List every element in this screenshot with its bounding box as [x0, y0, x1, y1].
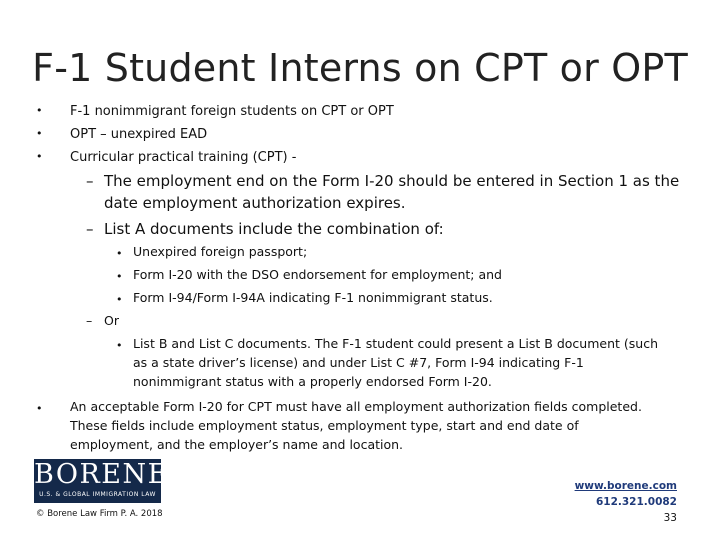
- dash-glyph: –: [86, 172, 94, 190]
- or-label: Or: [104, 313, 119, 328]
- bullet-text-line: These fields include employment status, employment type, start and end date of: [70, 418, 579, 433]
- copyright-notice: © Borene Law Firm P. A. 2018: [36, 509, 163, 519]
- logo-tagline: U.S. & GLOBAL IMMIGRATION LAW: [39, 491, 156, 498]
- list-bc-line: nonimmigrant status with a properly endorsed Form I-20.: [133, 374, 492, 389]
- website-link[interactable]: www.borene.com: [574, 480, 677, 492]
- slide-title: F-1 Student Interns on CPT or OPT: [32, 46, 688, 90]
- dash-glyph: –: [86, 220, 94, 238]
- bullet-glyph: •: [116, 339, 123, 352]
- borene-logo: [34, 459, 169, 503]
- bullet-glyph: •: [116, 293, 123, 306]
- sub-text-line: date employment authorization expires.: [104, 194, 406, 212]
- bullet-glyph: •: [36, 127, 43, 140]
- list-a-text: Form I-20 with the DSO endorsement for employment; and: [133, 267, 502, 282]
- dash-glyph: –: [86, 313, 93, 328]
- footer-contact: [575, 478, 677, 526]
- bullet-glyph: •: [36, 104, 43, 117]
- list-bc-line: as a state driver’s license) and under List C #7, Form I-94 indicating F-1: [133, 355, 584, 370]
- bullet-text: Curricular practical training (CPT) -: [70, 150, 297, 165]
- bullet-glyph: •: [36, 402, 43, 415]
- phone-number: 612.321.0082: [595, 496, 677, 508]
- bullet-glyph: •: [116, 270, 123, 283]
- bullet-text-line: An acceptable Form I-20 for CPT must have all employment authorization fields completed.: [70, 399, 642, 414]
- list-a-text: Form I-94/Form I-94A indicating F-1 nonimmigrant status.: [133, 290, 493, 305]
- bullet-glyph: •: [36, 150, 43, 163]
- page-number: 33: [663, 512, 677, 524]
- bullet-text: OPT – unexpired EAD: [70, 127, 208, 142]
- bullet-text: F-1 nonimmigrant foreign students on CPT or OPT: [70, 104, 394, 119]
- logo-name: BORENE: [34, 459, 169, 490]
- sub-text-line: List A documents include the combination of:: [104, 220, 444, 238]
- bullet-glyph: •: [116, 247, 123, 260]
- list-bc-line: List B and List C documents. The F-1 student could present a List B document (such: [133, 336, 658, 351]
- bullet-text-line: employment, and the employer’s name and location.: [70, 437, 404, 452]
- sub-text-line: The employment end on the Form I-20 should be entered in Section 1 as the: [104, 172, 680, 190]
- list-a-text: Unexpired foreign passport;: [133, 244, 308, 259]
